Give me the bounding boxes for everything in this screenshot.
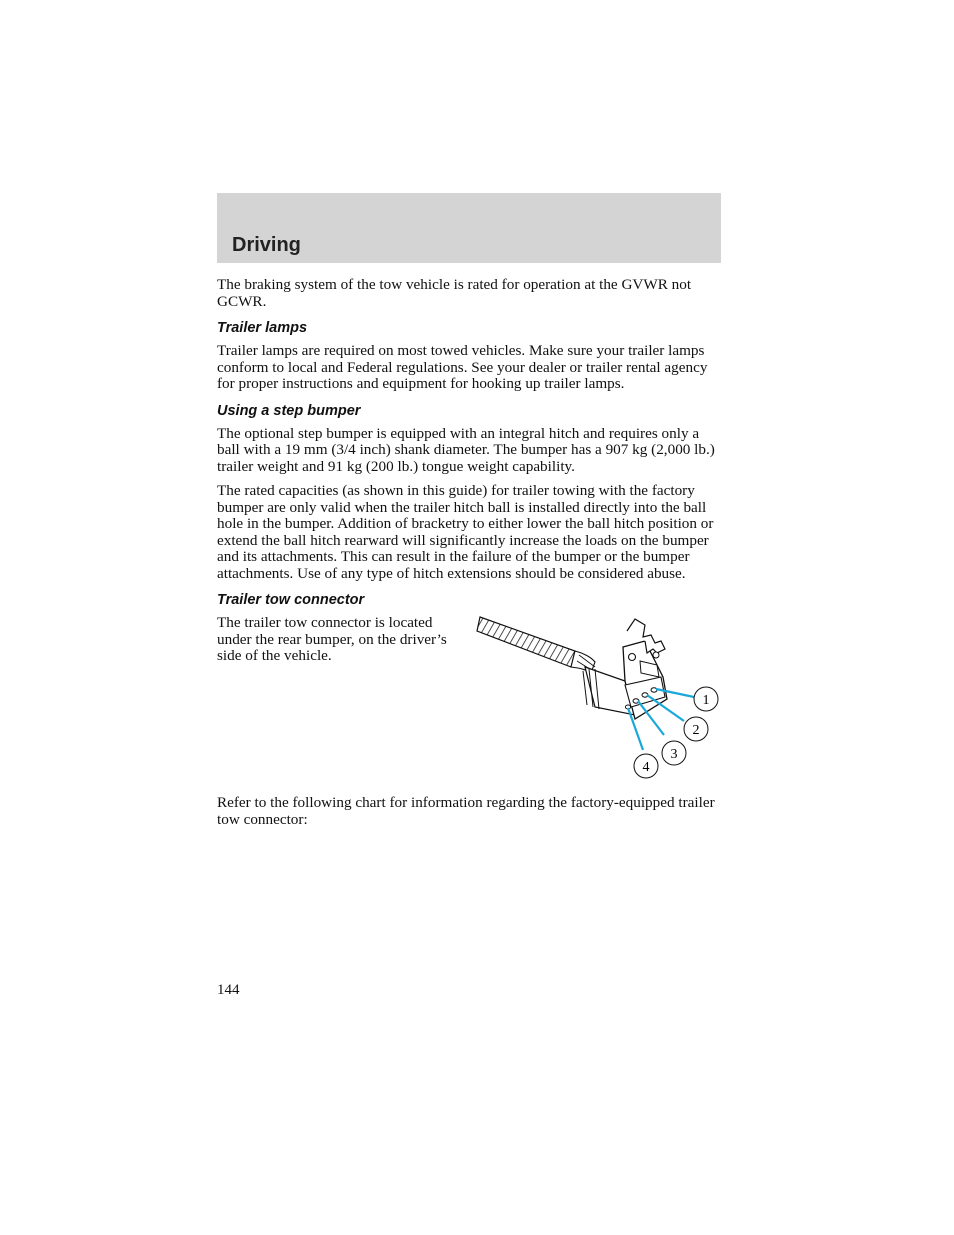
callout-4 [634, 754, 658, 778]
trailer-connector-illustration [475, 607, 725, 782]
section-header-band [217, 193, 721, 263]
callout-3-label: 3 [670, 747, 678, 762]
cable-shape [477, 617, 595, 673]
callout-1 [694, 687, 718, 711]
page-number: 144 [217, 982, 240, 998]
step-bumper-paragraph: The optional step bumper is equipped with an integral hitch and requires only a ball with a 19 mm (3/4 inch) shank diameter. The bumper has a 907 kg (2,000 lb.) trailer weight and 91 kg (200 lb.) tongue weight capability. [217, 424, 715, 475]
section-title: Driving [232, 234, 301, 256]
connector-body-shape [583, 619, 667, 719]
callout-3 [662, 741, 686, 765]
rated-capacities-paragraph: The rated capacities (as shown in this guide) for trailer towing with the factory bumper are only valid when the trailer hitch ball is installed directly into the ball hole in the bumper. Addition of bracketry to either lower the ball hitch position or extend the ball hitch rearward will significantly increase the loads on the bumper and its attachments. This can result in the failure of the bumper or the bumper attachments. Use of any type of hitch extensions should be considered abuse. [217, 482, 714, 582]
connector-section [217, 615, 723, 795]
step-bumper-heading: Using a step bumper [217, 402, 361, 419]
callout-2-label: 2 [692, 723, 700, 738]
chart-intro-paragraph: Refer to the following chart for information regarding the factory-equipped trailer tow connector: [217, 794, 715, 828]
page-content [217, 277, 723, 836]
callout-4-label: 4 [642, 760, 650, 775]
callout-1-label: 1 [702, 693, 710, 708]
trailer-lamps-heading: Trailer lamps [217, 320, 308, 336]
connector-paragraph: The trailer tow connector is located under the rear bumper, on the driver’s side of the vehicle. [217, 614, 447, 664]
trailer-lamps-paragraph: Trailer lamps are required on most towed vehicles. Make sure your trailer lamps conform to local and Federal regulations. See your dealer or trailer rental agency for proper instructions and equipment for hooking up trailer lamps. [217, 342, 708, 392]
trailer-connector-heading: Trailer tow connector [217, 592, 365, 608]
callout-2 [684, 717, 708, 741]
braking-paragraph: The braking system of the tow vehicle is rated for operation at the GVWR not GCWR. [217, 276, 692, 310]
